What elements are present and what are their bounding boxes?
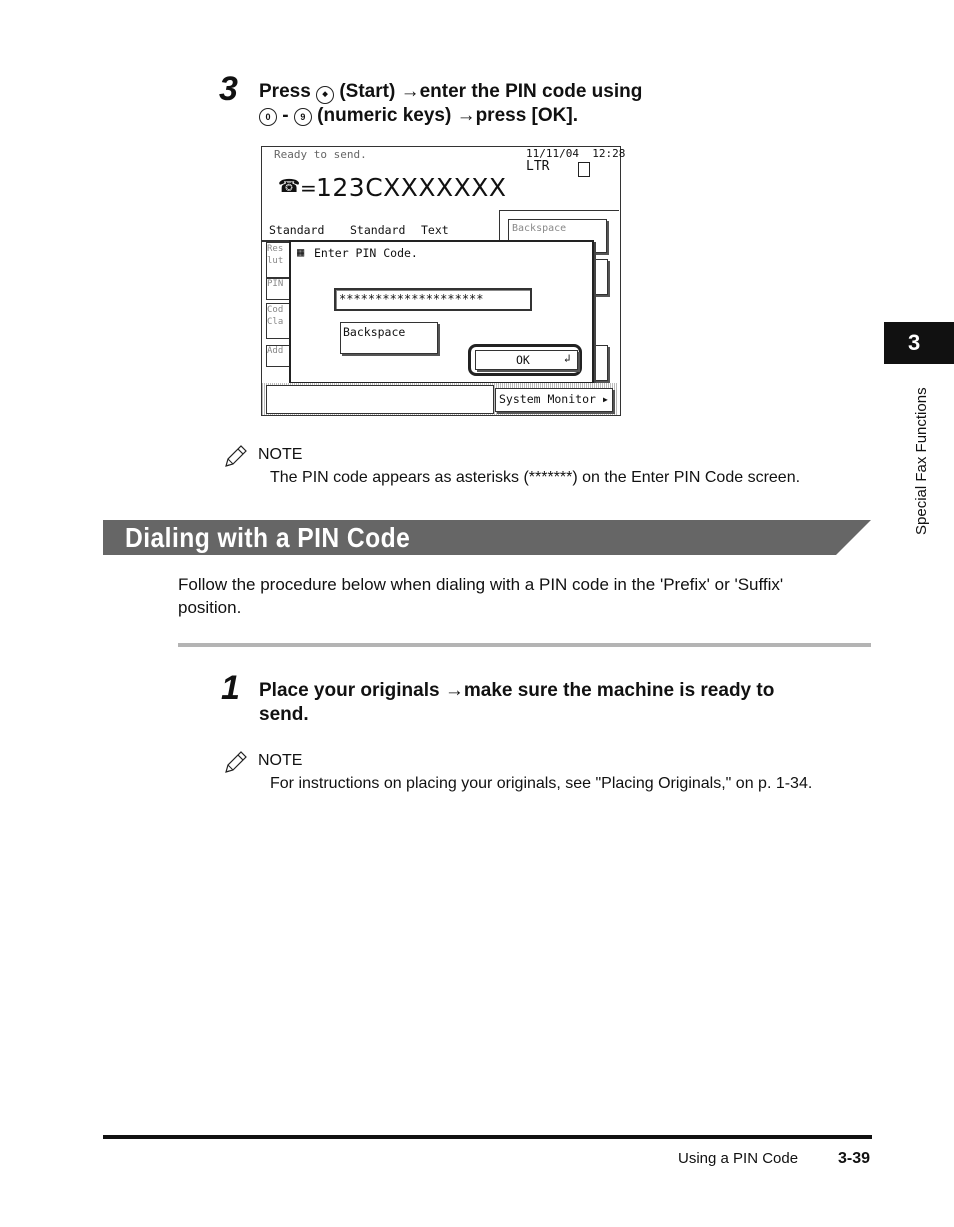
- phone-icon: ☎: [278, 176, 301, 197]
- enter-pin-dialog: [289, 240, 594, 384]
- settings-line: [262, 221, 500, 242]
- note-2-text: For instructions on placing your originals, see "Placing Originals," on p. 1-34.: [270, 775, 813, 792]
- side-item-address: Add: [266, 345, 292, 367]
- step-1-number: 1: [221, 669, 240, 707]
- chapter-tab: [884, 322, 954, 364]
- touch-panel-screenshot: [261, 146, 626, 416]
- arrow-icon: →: [444, 680, 464, 701]
- divider: [178, 643, 871, 647]
- datetime: 11/11/04 12:28: [526, 147, 626, 160]
- dialed-number: 123CXXXXXXX: [316, 173, 507, 202]
- orientation-icon: [578, 162, 590, 177]
- density-setting: Standard: [350, 223, 406, 237]
- note-1-label: NOTE: [258, 446, 303, 463]
- side-item-pin: PIN: [266, 278, 292, 300]
- keypad-icon: ▦: [297, 245, 305, 259]
- side-item-resolution: Res lut: [266, 242, 292, 278]
- note-1-text: The PIN code appears as asterisks (*******) on the Enter PIN Code screen.: [270, 469, 801, 486]
- note-pencil-icon: [222, 748, 250, 781]
- image-quality-setting: Text: [421, 223, 449, 237]
- side-item-code: Cod Cla: [266, 303, 292, 339]
- footer-section: Using a PIN Code: [678, 1150, 799, 1167]
- system-monitor-button[interactable]: System Monitor ▶: [495, 388, 613, 412]
- bottom-inner-area: [266, 385, 494, 414]
- step-1-instruction: Place your originals →make sure the machine is ready to send.: [259, 680, 775, 725]
- start-key-icon: ◆: [316, 86, 334, 104]
- section-title: Dialing with a PIN Code: [125, 522, 411, 553]
- key-9-icon: 9: [294, 108, 312, 126]
- backspace-button-background[interactable]: Backspace: [508, 219, 607, 253]
- chapter-number: 3: [908, 330, 921, 355]
- chapter-side-label: Special Fax Functions: [913, 387, 930, 535]
- right-button-3[interactable]: [592, 345, 608, 381]
- dialog-title: Enter PIN Code.: [314, 246, 418, 260]
- ok-button[interactable]: OK ↲: [475, 350, 578, 370]
- arrow-icon: →: [400, 81, 420, 102]
- paper-size: LTR: [526, 159, 550, 174]
- step-3-line-2: 0 - 9 (numeric keys) →press [OK].: [259, 104, 779, 128]
- resolution-setting: Standard: [269, 223, 325, 237]
- status-text: Ready to send.: [274, 148, 367, 161]
- arrow-right-icon: ▶: [603, 395, 608, 404]
- pin-code-field[interactable]: ********************: [334, 288, 532, 311]
- footer-page-number: 3-39: [838, 1150, 871, 1167]
- note-pencil-icon: [222, 442, 250, 475]
- backspace-button[interactable]: Backspace: [340, 322, 438, 354]
- enter-icon: ↲: [564, 352, 571, 365]
- step-3-line-1: Press ◆ (Start) →enter the PIN code using: [259, 81, 643, 102]
- key-0-icon: 0: [259, 108, 277, 126]
- step-3-number: 3: [219, 70, 238, 108]
- phone-equals: =: [300, 176, 317, 200]
- step-3-instruction: [259, 80, 779, 128]
- note-2-label: NOTE: [258, 752, 303, 769]
- right-button-2[interactable]: [592, 259, 608, 295]
- footer-rule: [103, 1135, 872, 1139]
- section-intro: Follow the procedure below when dialing with a PIN code in the 'Prefix' or 'Suffix' position.: [178, 575, 784, 617]
- arrow-icon: →: [456, 105, 476, 126]
- section-header-bar: [103, 520, 871, 555]
